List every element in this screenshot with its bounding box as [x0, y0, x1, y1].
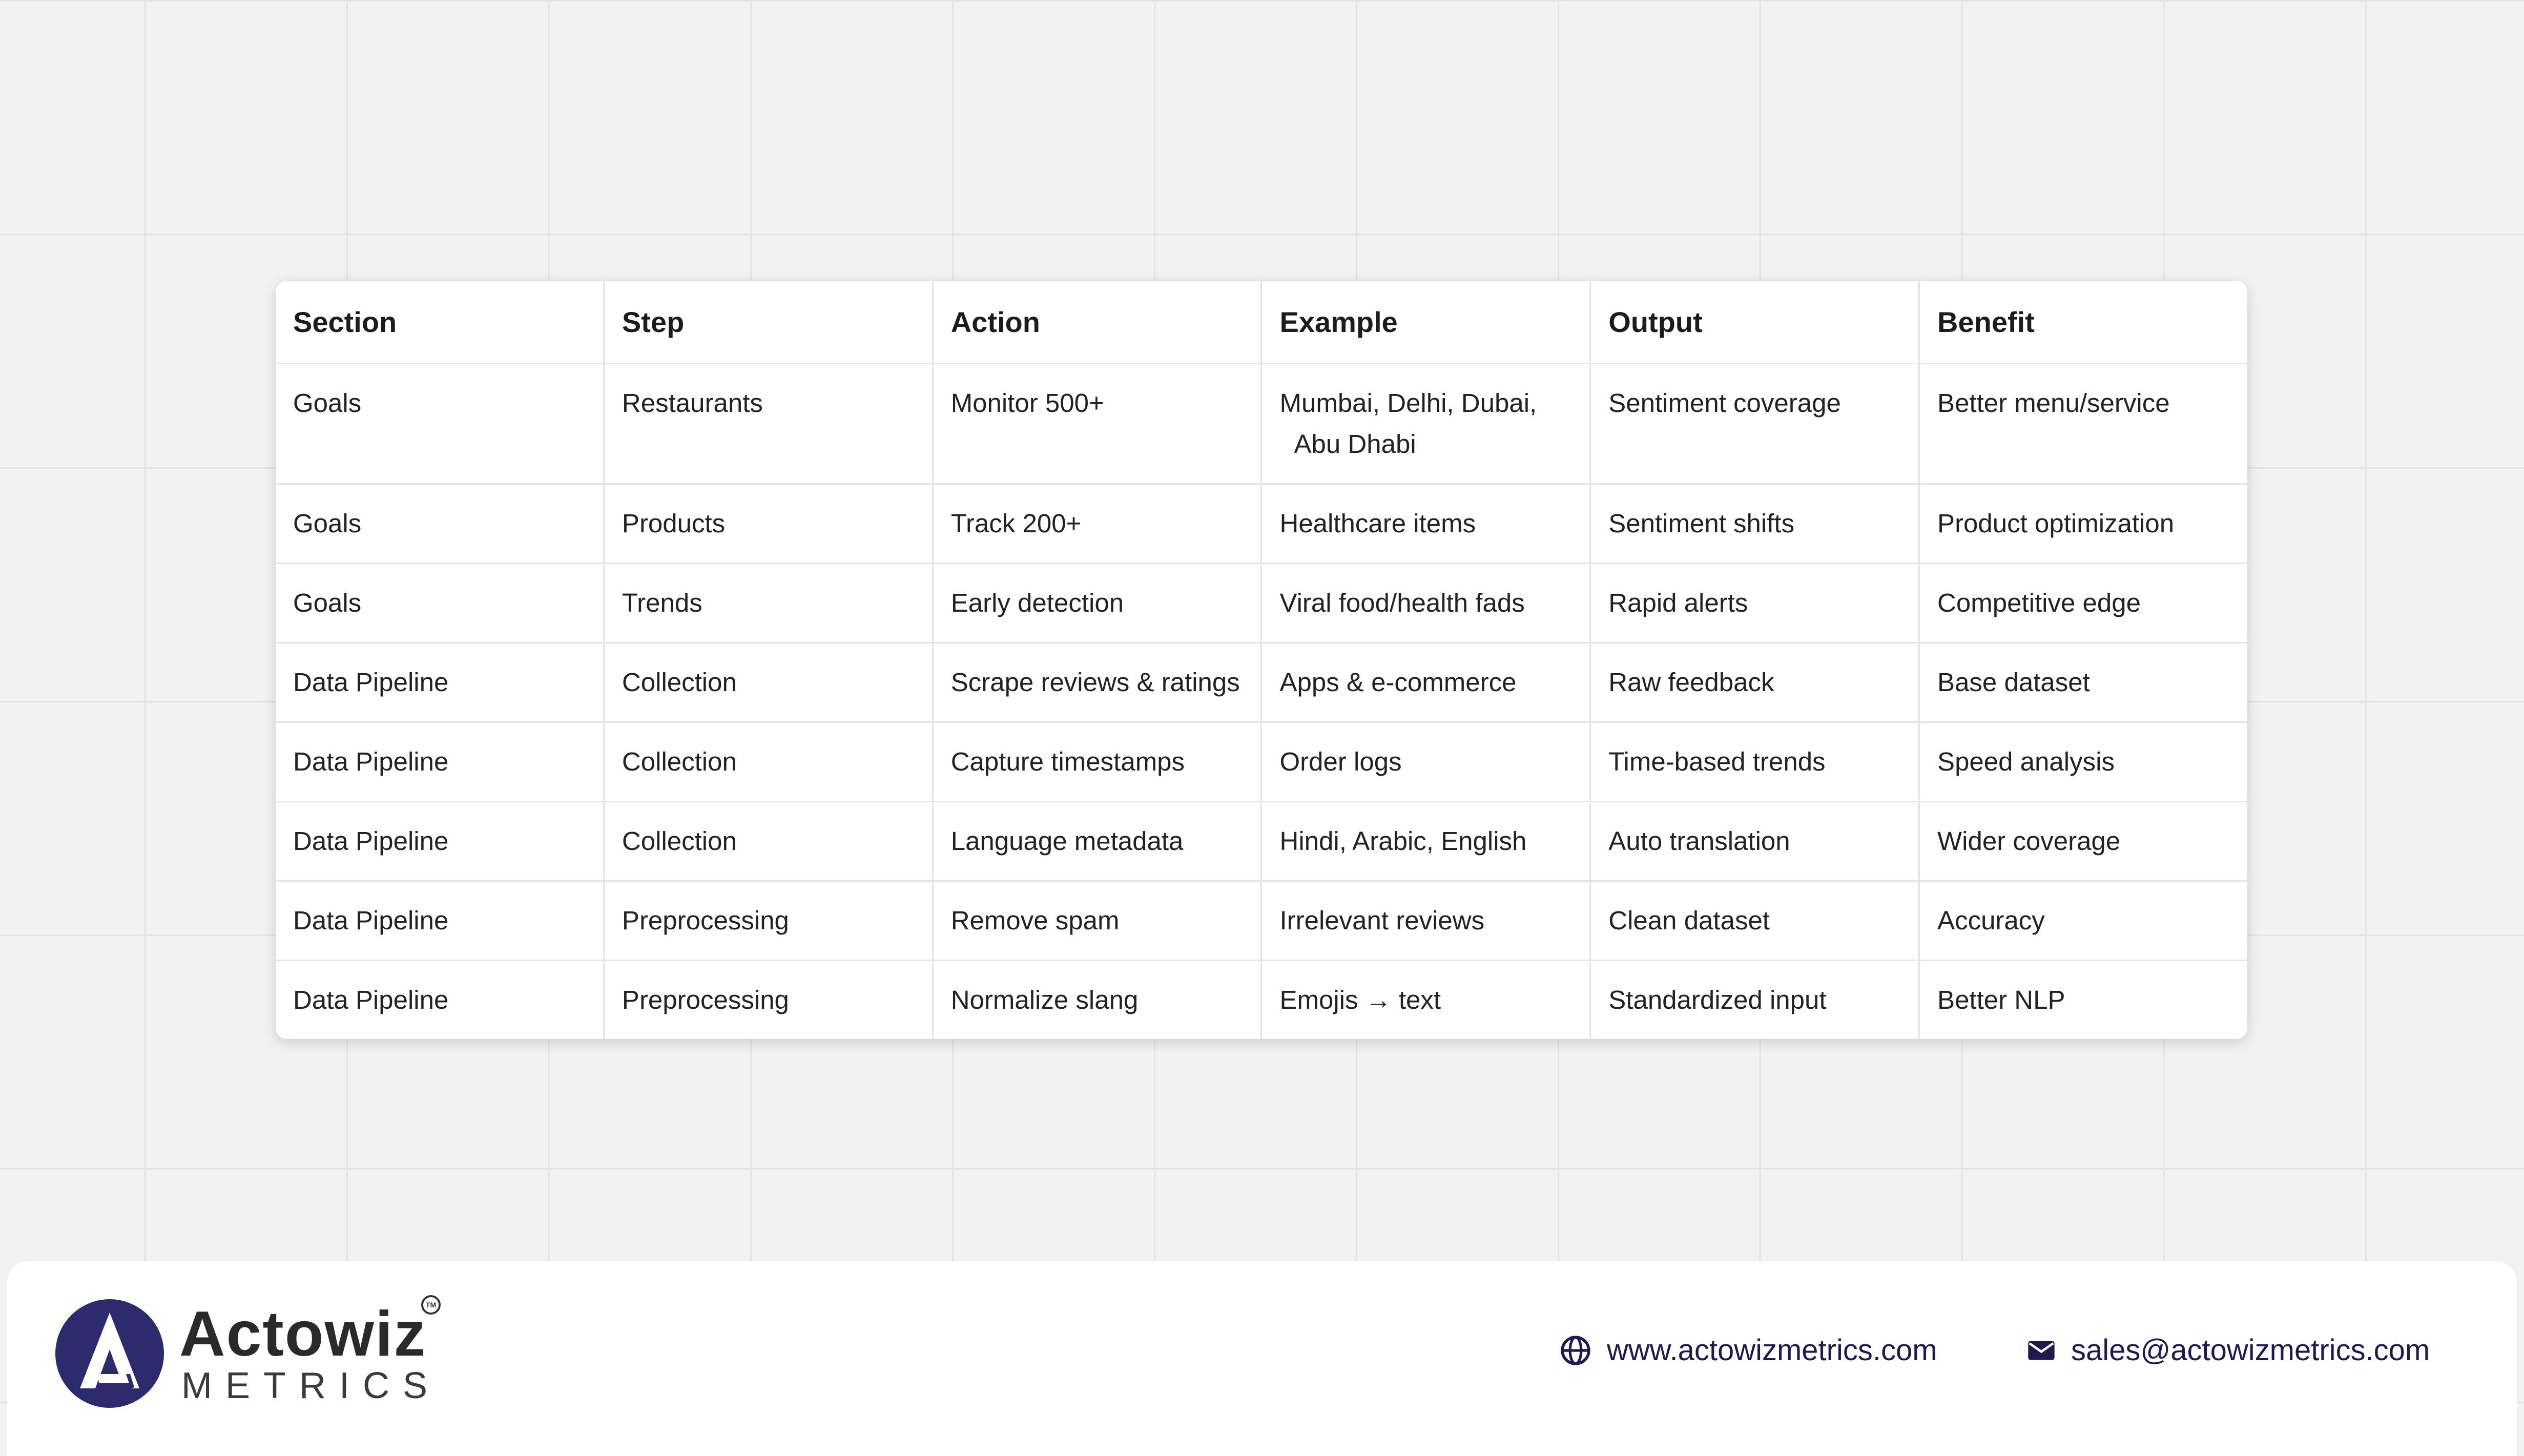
envelope-icon [2027, 1339, 2056, 1362]
website-contact[interactable] [1560, 1330, 1937, 1371]
table-cell: Data Pipeline [276, 722, 604, 802]
table-cell: Mumbai, Delhi, Dubai, Abu Dhabi [1261, 364, 1590, 484]
table-cell: Base dataset [1919, 643, 2247, 722]
data-table-card [276, 281, 2247, 1039]
header-action: Action [933, 281, 1261, 364]
table-cell: Language metadata [933, 802, 1261, 881]
table-cell: Monitor 500+ [933, 364, 1261, 484]
table-cell: Healthcare items [1261, 484, 1590, 564]
table-cell: Raw feedback [1590, 643, 1919, 722]
header-example: Example [1261, 281, 1590, 364]
email-link[interactable]: sales@actowizmetrics.com [2071, 1334, 2430, 1367]
table-cell: Scrape reviews & ratings [933, 643, 1261, 722]
table-cell: Goals [276, 564, 604, 643]
table-cell: Competitive edge [1919, 564, 2247, 643]
table-cell: Data Pipeline [276, 643, 604, 722]
table-cell: Better NLP [1937, 985, 2065, 1014]
table-cell: Emojis → text [1261, 961, 1590, 1039]
table-cell: Normalize slang [933, 961, 1261, 1039]
table-cell: Irrelevant reviews [1261, 881, 1590, 961]
table-cell: Apps & e-commerce [1261, 643, 1590, 722]
table-cell: Better menu/service [1919, 364, 2247, 484]
trademark-mark: TM [421, 1295, 441, 1315]
table-cell: Capture timestamps [933, 722, 1261, 802]
table-cell: Auto translation [1590, 802, 1919, 881]
table-cell: Clean dataset [1590, 881, 1919, 961]
email-contact[interactable] [2027, 1330, 2430, 1371]
table-row [276, 364, 2247, 484]
footer-bar [7, 1261, 2517, 1456]
table-cell: Preprocessing [604, 961, 933, 1039]
table-row [276, 881, 2247, 961]
table-cell: Accuracy [1919, 881, 2247, 961]
brand-subtitle: METRICS [181, 1365, 441, 1406]
table-cell: Collection [604, 802, 933, 881]
table-cell: Time-based trends [1590, 722, 1919, 802]
table-cell: Sentiment coverage [1590, 364, 1919, 484]
table-cell: Sentiment shifts [1590, 484, 1919, 564]
data-table [276, 281, 2247, 1039]
table-cell: Early detection [933, 564, 1261, 643]
table-cell: Goals [276, 364, 604, 484]
actowiz-logo-icon [53, 1297, 166, 1410]
table-cell: Remove spam [933, 881, 1261, 961]
table-cell: Rapid alerts [1590, 564, 1919, 643]
table-cell: Standardized input [1590, 961, 1919, 1039]
table-row [276, 802, 2247, 881]
website-link[interactable]: www.actowizmetrics.com [1607, 1334, 1937, 1367]
table-cell: Data Pipeline [276, 802, 604, 881]
table-row [276, 961, 2247, 1039]
table-row [276, 722, 2247, 802]
table-cell: Viral food/health fads [1261, 564, 1590, 643]
table-cell: Wider coverage [1919, 802, 2247, 881]
table-cell: Trends [604, 564, 933, 643]
table-cell: Preprocessing [604, 881, 933, 961]
table-row [276, 643, 2247, 722]
table-row [276, 564, 2247, 643]
table-cell: Data Pipeline [276, 961, 604, 1039]
table-cell: Order logs [1261, 722, 1590, 802]
table-header-row [276, 281, 2247, 364]
table-cell: Data Pipeline [276, 881, 604, 961]
globe-icon [1560, 1335, 1591, 1366]
header-output: Output [1590, 281, 1919, 364]
table-cell: Track 200+ [933, 484, 1261, 564]
table-cell: Goals [276, 484, 604, 564]
table-cell: Restaurants [604, 364, 933, 484]
brand-name: Actowiz [179, 1299, 427, 1369]
table-row [276, 484, 2247, 564]
table-cell: Hindi, Arabic, English [1261, 802, 1590, 881]
table-cell: Products [604, 484, 933, 564]
header-step: Step [604, 281, 933, 364]
table-cell: Collection [604, 643, 933, 722]
header-section: Section [276, 281, 604, 364]
table-cell: Collection [604, 722, 933, 802]
header-benefit: Benefit [1919, 281, 2247, 364]
table-cell: Speed analysis [1919, 722, 2247, 802]
table-cell: Product optimization [1919, 484, 2247, 564]
